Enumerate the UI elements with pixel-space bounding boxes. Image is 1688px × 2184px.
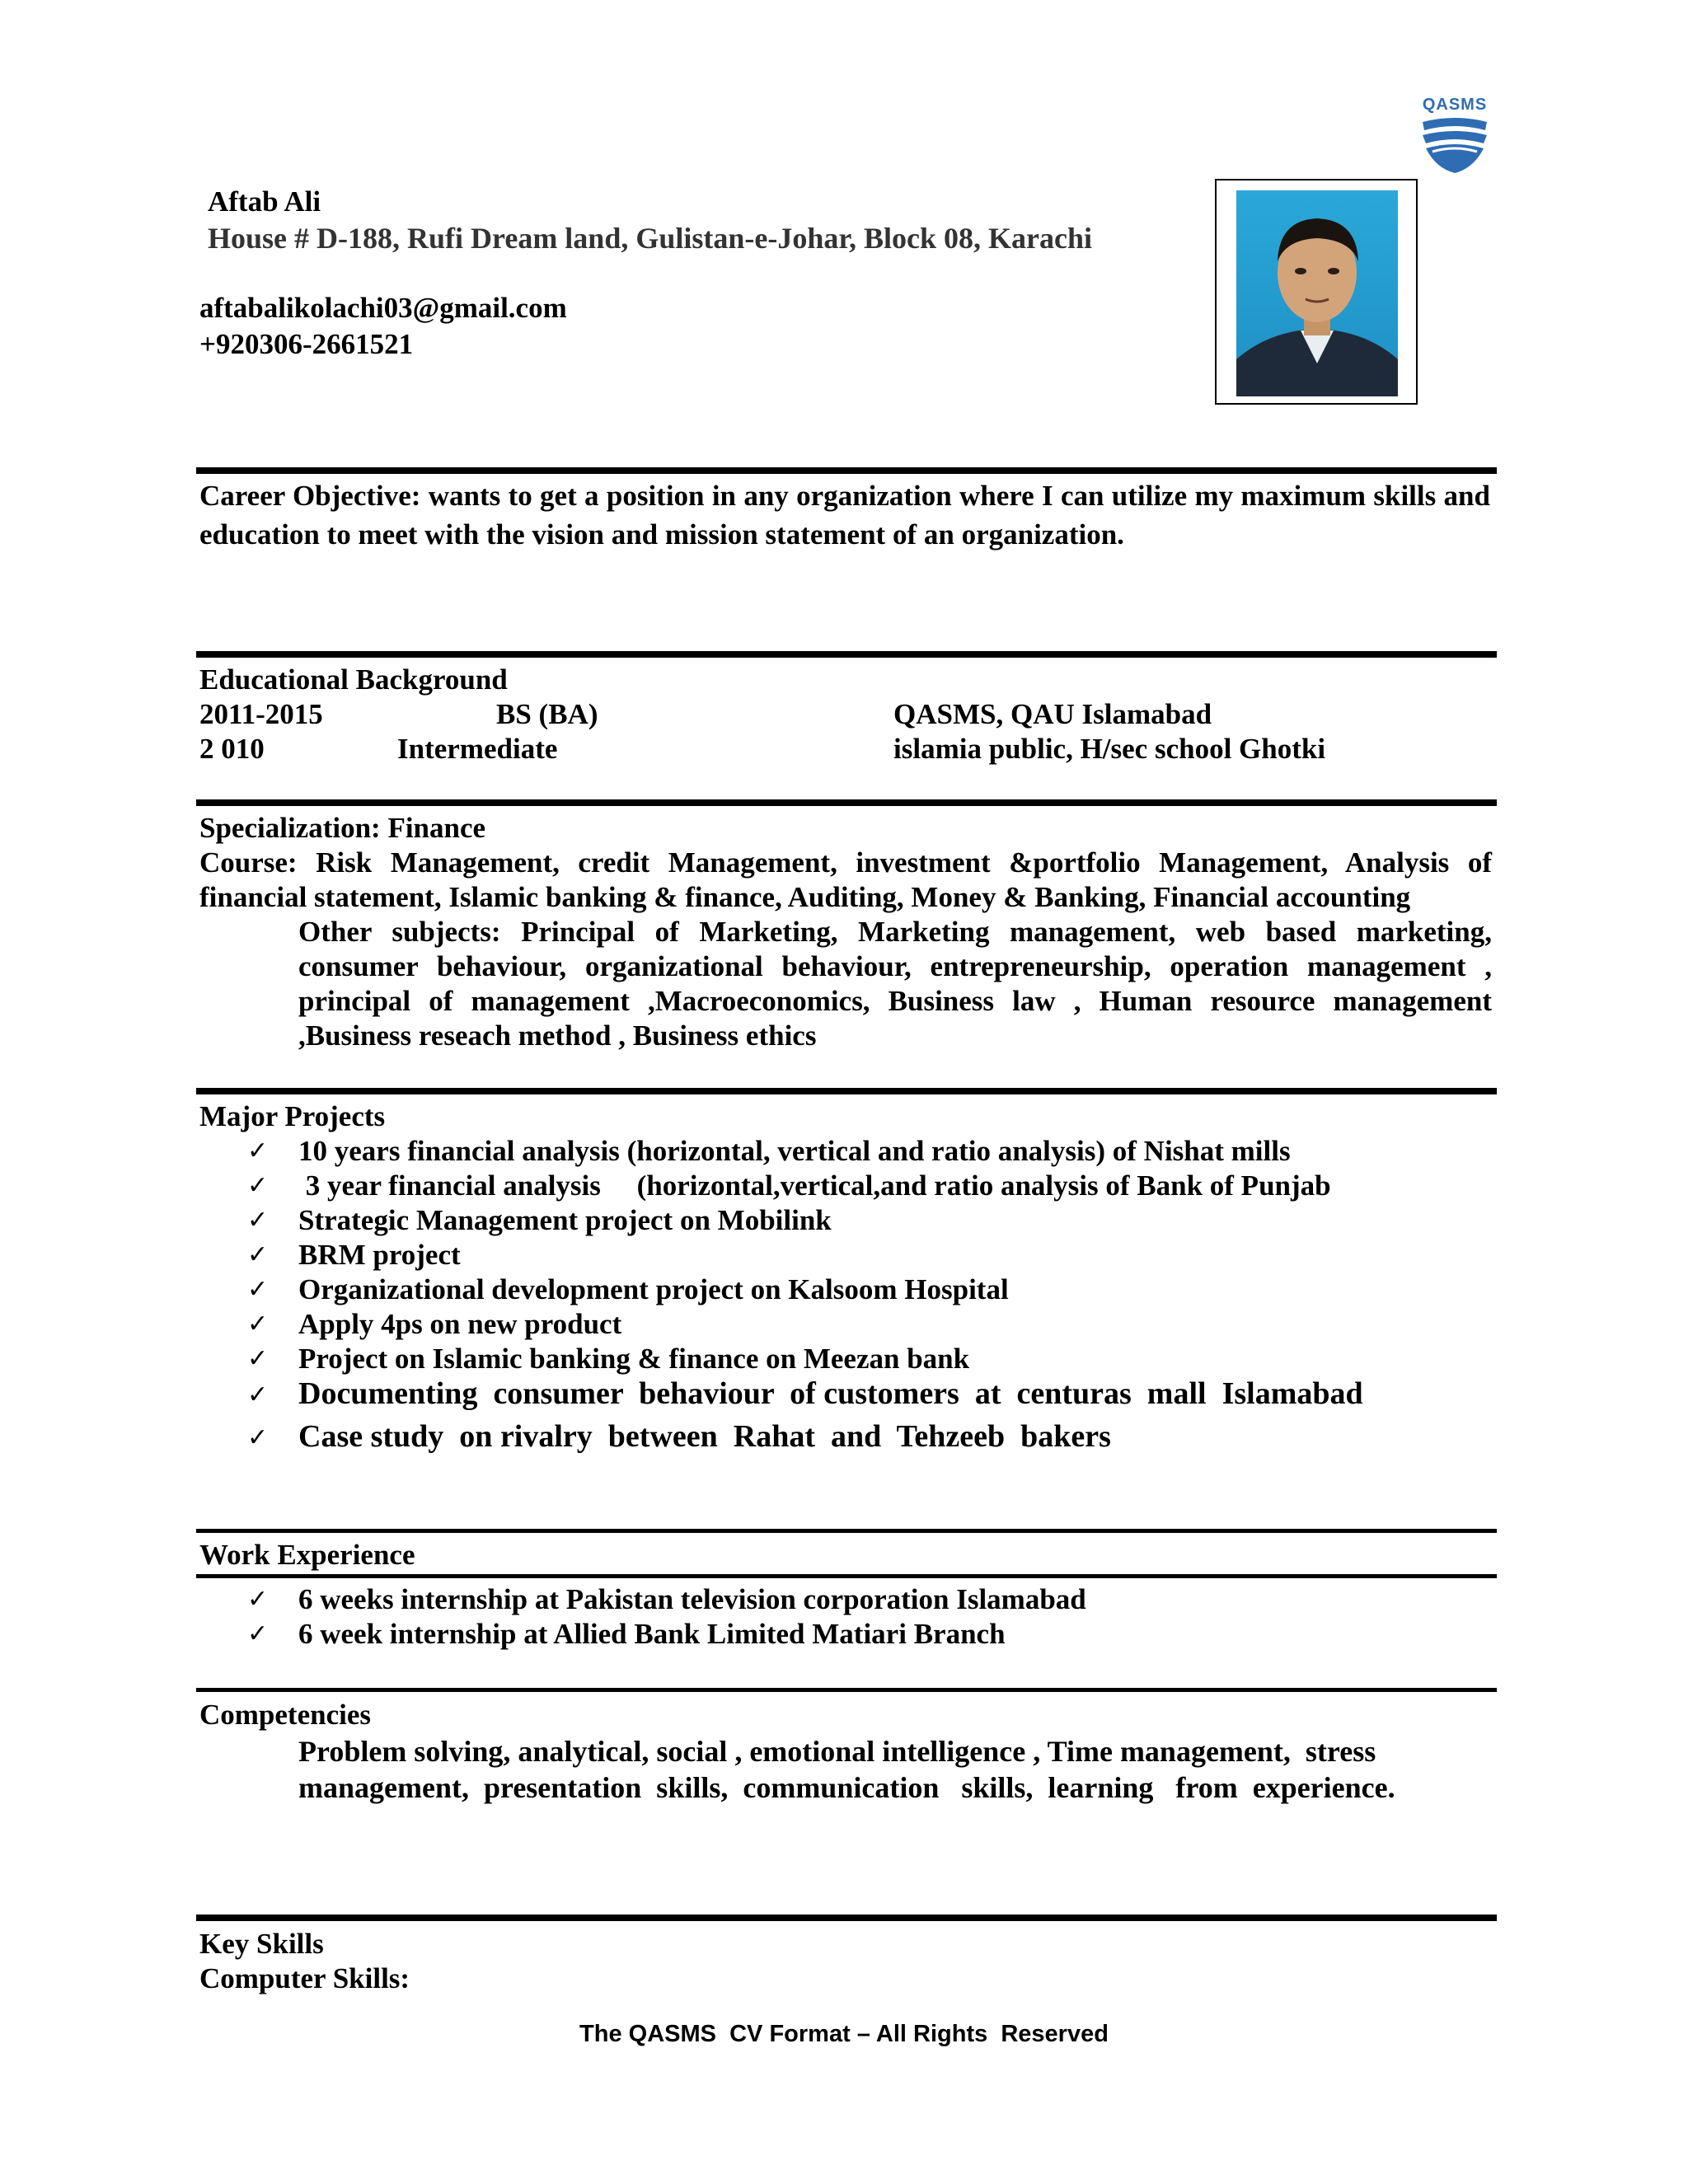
profile-photo-frame: [1215, 179, 1418, 405]
project-item: Case study on rivalry between Rahat and Tehzeeb bakers: [298, 1419, 1111, 1454]
check-icon: ✓: [247, 1380, 269, 1409]
work-heading: Work Experience: [199, 1539, 415, 1571]
education-years-1: 2011-2015: [199, 698, 323, 730]
candidate-name: Aftab Ali: [208, 185, 321, 218]
check-icon: ✓: [247, 1585, 269, 1614]
check-icon: ✓: [247, 1619, 269, 1648]
education-institution-1: QASMS, QAU Islamabad: [893, 698, 1212, 730]
qasms-logo-icon: [1416, 115, 1493, 173]
check-icon: ✓: [247, 1344, 269, 1373]
key-skills-heading: Key Skills: [199, 1928, 324, 1960]
work-item: 6 week internship at Allied Bank Limited Matiari Branch: [298, 1618, 1006, 1650]
specialization-heading: Specialization: Finance: [199, 812, 486, 844]
check-icon: ✓: [247, 1171, 269, 1200]
section-rule-work-bottom: [196, 1574, 1497, 1578]
project-item: Organizational development project on Kalsoom Hospital: [298, 1273, 1009, 1305]
section-rule-competencies: [196, 1688, 1497, 1692]
education-institution-2: islamia public, H/sec school Ghotki: [893, 733, 1326, 765]
education-heading: Educational Background: [199, 663, 508, 696]
computer-skills-label: Computer Skills:: [199, 1962, 410, 1994]
check-icon: ✓: [247, 1423, 269, 1452]
project-item: Project on Islamic banking & finance on Meezan bank: [298, 1343, 970, 1375]
candidate-address: House # D-188, Rufi Dream land, Gulistan-e-Johar, Block 08, Karachi: [208, 222, 1093, 255]
section-rule-projects: [196, 1088, 1497, 1094]
projects-heading: Major Projects: [199, 1100, 386, 1132]
project-item: Documenting consumer behaviour of customers at centuras mall Islamabad: [298, 1376, 1363, 1411]
section-rule-objective: [196, 467, 1497, 474]
check-icon: ✓: [247, 1275, 269, 1304]
qasms-logo: [1416, 92, 1493, 175]
project-item: Apply 4ps on new product: [298, 1308, 622, 1340]
check-icon: ✓: [247, 1137, 269, 1165]
check-icon: ✓: [247, 1310, 269, 1338]
education-degree-1: BS (BA): [496, 698, 598, 730]
section-rule-education: [196, 651, 1497, 658]
qasms-logo-text: QASMS: [1422, 96, 1488, 114]
project-item: 10 years financial analysis (horizontal, vertical and ratio analysis) of Nishat mills: [298, 1135, 1291, 1167]
project-item: BRM project: [298, 1239, 461, 1271]
specialization-other-subjects: Other subjects: Principal of Marketing, Marketing management, web based marketing, consumer behaviour, organizational behaviour, entrepreneurship, operation management , principal of management ,Macroeconomics, Business law , Human resource management ,Business reseach method , Business ethics: [298, 916, 1492, 1052]
competencies-line-2: management, presentation skills, communication skills, learning from experience.: [298, 1771, 1395, 1804]
specialization-course: Course: Risk Management, credit Management, investment &portfolio Management, Analysis of financial statement, Islamic banking & finance, Auditing, Money & Banking, Financial accounting: [199, 846, 1492, 913]
section-rule-work-top: [196, 1529, 1497, 1533]
career-objective: Career Objective: wants to get a position in any organization where I can utilize my maximum skills and education to meet with the vision and mission statement of an organization.: [199, 480, 1490, 551]
profile-photo: [1236, 190, 1398, 396]
check-icon: ✓: [247, 1206, 269, 1235]
section-rule-key-skills: [196, 1915, 1497, 1921]
competencies-heading: Competencies: [199, 1699, 372, 1731]
project-item: 3 year financial analysis (horizontal,vertical,and ratio analysis of Bank of Punjab: [298, 1169, 1331, 1202]
candidate-phone: +920306-2661521: [199, 328, 414, 360]
check-icon: ✓: [247, 1240, 269, 1269]
section-rule-specialization: [196, 799, 1497, 806]
project-item: Strategic Management project on Mobilink: [298, 1204, 832, 1236]
competencies-line-1: Problem solving, analytical, social , emotional intelligence , Time management, stress: [298, 1735, 1376, 1768]
candidate-email: aftabalikolachi03@gmail.com: [199, 292, 567, 324]
work-item: 6 weeks internship at Pakistan television corporation Islamabad: [298, 1583, 1086, 1615]
footer-text: The QASMS CV Format – All Rights Reserved: [579, 2021, 1109, 2047]
education-degree-2: Intermediate: [397, 733, 558, 765]
education-years-2: 2 010: [199, 733, 265, 765]
